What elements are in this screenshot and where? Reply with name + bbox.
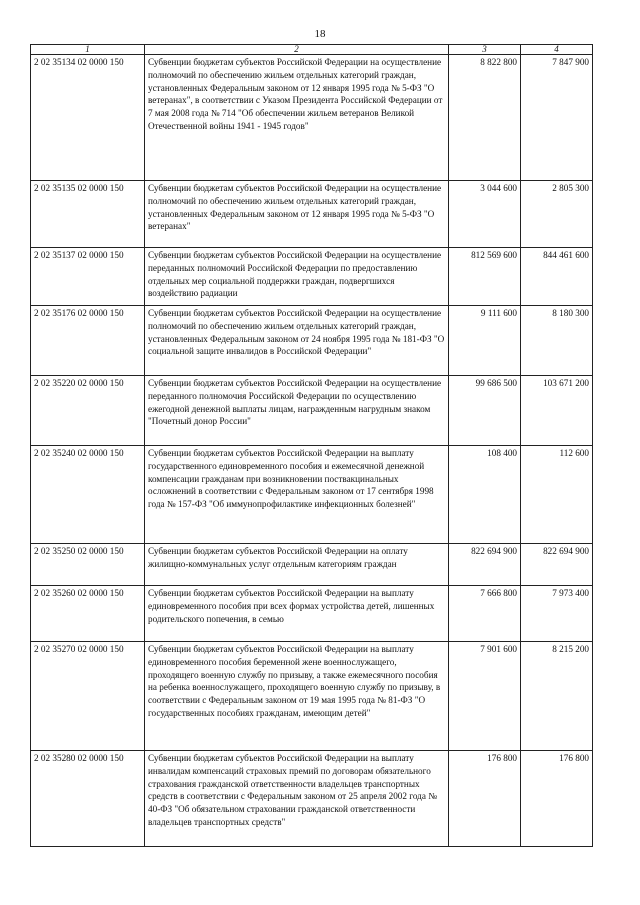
amount-col4-cell: 822 694 900: [521, 544, 593, 586]
budget-code-cell: 2 02 35134 02 0000 150: [31, 55, 145, 181]
table-row: [31, 446, 593, 544]
amount-col4-cell: 7 847 900: [521, 55, 593, 181]
column-header-4: 4: [521, 45, 593, 55]
amount-col4-cell: 844 461 600: [521, 248, 593, 306]
budget-table: [30, 44, 593, 847]
amount-col4-cell: 8 180 300: [521, 306, 593, 376]
column-header-2: 2: [145, 45, 449, 55]
description-cell: Субвенции бюджетам субъектов Российской Федерации на оплату жилищно-коммунальных услуг отдельным категориям граждан: [145, 544, 449, 586]
budget-code-cell: 2 02 35280 02 0000 150: [31, 751, 145, 847]
budget-code-cell: 2 02 35270 02 0000 150: [31, 642, 145, 751]
budget-code-cell: 2 02 35240 02 0000 150: [31, 446, 145, 544]
table-row: [31, 751, 593, 847]
table-row: [31, 586, 593, 642]
table-row: [31, 181, 593, 248]
budget-code-cell: 2 02 35250 02 0000 150: [31, 544, 145, 586]
amount-col4-cell: 103 671 200: [521, 376, 593, 446]
amount-col3-cell: 176 800: [449, 751, 521, 847]
amount-col3-cell: 812 569 600: [449, 248, 521, 306]
page-number: 18: [314, 28, 326, 40]
column-header-3: 3: [449, 45, 521, 55]
description-cell: Субвенции бюджетам субъектов Российской Федерации на выплату инвалидам компенсаций страховых премий по договорам обязательного страхования гражданской ответственности владельцев транспортных средств в соответствии с Федеральным законом от 25 апреля 2002 года № 40-ФЗ "Об обязательном страховании гражданской ответственности владельцев транспортных средств": [145, 751, 449, 847]
amount-col3-cell: 108 400: [449, 446, 521, 544]
amount-col4-cell: 8 215 200: [521, 642, 593, 751]
column-header-1: 1: [31, 45, 145, 55]
header-row: [31, 45, 593, 55]
amount-col4-cell: 2 805 300: [521, 181, 593, 248]
table-row: [31, 248, 593, 306]
amount-col3-cell: 7 901 600: [449, 642, 521, 751]
description-cell: Субвенции бюджетам субъектов Российской Федерации на осуществление переданных полномочий Российской Федерации по предоставлению отдельных мер социальной поддержки граждан, подвергшихся воздействию радиации: [145, 248, 449, 306]
amount-col4-cell: 112 600: [521, 446, 593, 544]
amount-col3-cell: 3 044 600: [449, 181, 521, 248]
description-cell: Субвенции бюджетам субъектов Российской Федерации на выплату государственного единовременного пособия и ежемесячной денежной компенсации гражданам при возникновении поствакцинальных осложнений в соответствии с Федеральным законом от 17 сентября 1998 года № 157-ФЗ "Об иммунопрофилактике инфекционных болезней": [145, 446, 449, 544]
budget-code-cell: 2 02 35137 02 0000 150: [31, 248, 145, 306]
table-row: [31, 55, 593, 181]
description-cell: Субвенции бюджетам субъектов Российской Федерации на осуществление полномочий по обеспечению жильем отдельных категорий граждан, установленных Федеральным законом от 12 января 1995 года № 5-ФЗ "О ветеранах": [145, 181, 449, 248]
amount-col4-cell: 176 800: [521, 751, 593, 847]
description-cell: Субвенции бюджетам субъектов Российской Федерации на осуществление переданного полномочия Российской Федерации по осуществлению ежегодной денежной выплаты лицам, награжденным нагрудным знаком "Почетный донор России": [145, 376, 449, 446]
description-cell: Субвенции бюджетам субъектов Российской Федерации на выплату единовременного пособия при всех формах устройства детей, лишенных родительского попечения, в семью: [145, 586, 449, 642]
amount-col3-cell: 7 666 800: [449, 586, 521, 642]
amount-col3-cell: 822 694 900: [449, 544, 521, 586]
budget-code-cell: 2 02 35220 02 0000 150: [31, 376, 145, 446]
budget-code-cell: 2 02 35135 02 0000 150: [31, 181, 145, 248]
description-cell: Субвенции бюджетам субъектов Российской Федерации на выплату единовременного пособия беременной жене военнослужащего, проходящего военную службу по призыву, а также ежемесячного пособия на ребенка военнослужащего, проходящего военную службу по призыву, в соответствии с Федеральным законом от 19 мая 1995 года № 81-ФЗ "О государственных пособиях гражданам, имеющим детей": [145, 642, 449, 751]
amount-col3-cell: 8 822 800: [449, 55, 521, 181]
table-row: [31, 306, 593, 376]
table-row: [31, 376, 593, 446]
budget-code-cell: 2 02 35260 02 0000 150: [31, 586, 145, 642]
budget-code-cell: 2 02 35176 02 0000 150: [31, 306, 145, 376]
description-cell: Субвенции бюджетам субъектов Российской Федерации на осуществление полномочий по обеспечению жильем отдельных категорий граждан, установленных Федеральным законом от 12 января 1995 года № 5-ФЗ "О ветеранах", в соответствии с Указом Президента Российской Федерации от 7 мая 2008 года № 714 "Об обеспечении жильем ветеранов Великой Отечественной войны 1941 - 1945 годов": [145, 55, 449, 181]
table-row: [31, 544, 593, 586]
table-row: [31, 642, 593, 751]
amount-col3-cell: 99 686 500: [449, 376, 521, 446]
description-cell: Субвенции бюджетам субъектов Российской Федерации на осуществление полномочий по обеспечению жильем отдельных категорий граждан, установленных Федеральным законом от 24 ноября 1995 года № 181-ФЗ "О социальной защите инвалидов в Российской Федерации": [145, 306, 449, 376]
amount-col4-cell: 7 973 400: [521, 586, 593, 642]
amount-col3-cell: 9 111 600: [449, 306, 521, 376]
